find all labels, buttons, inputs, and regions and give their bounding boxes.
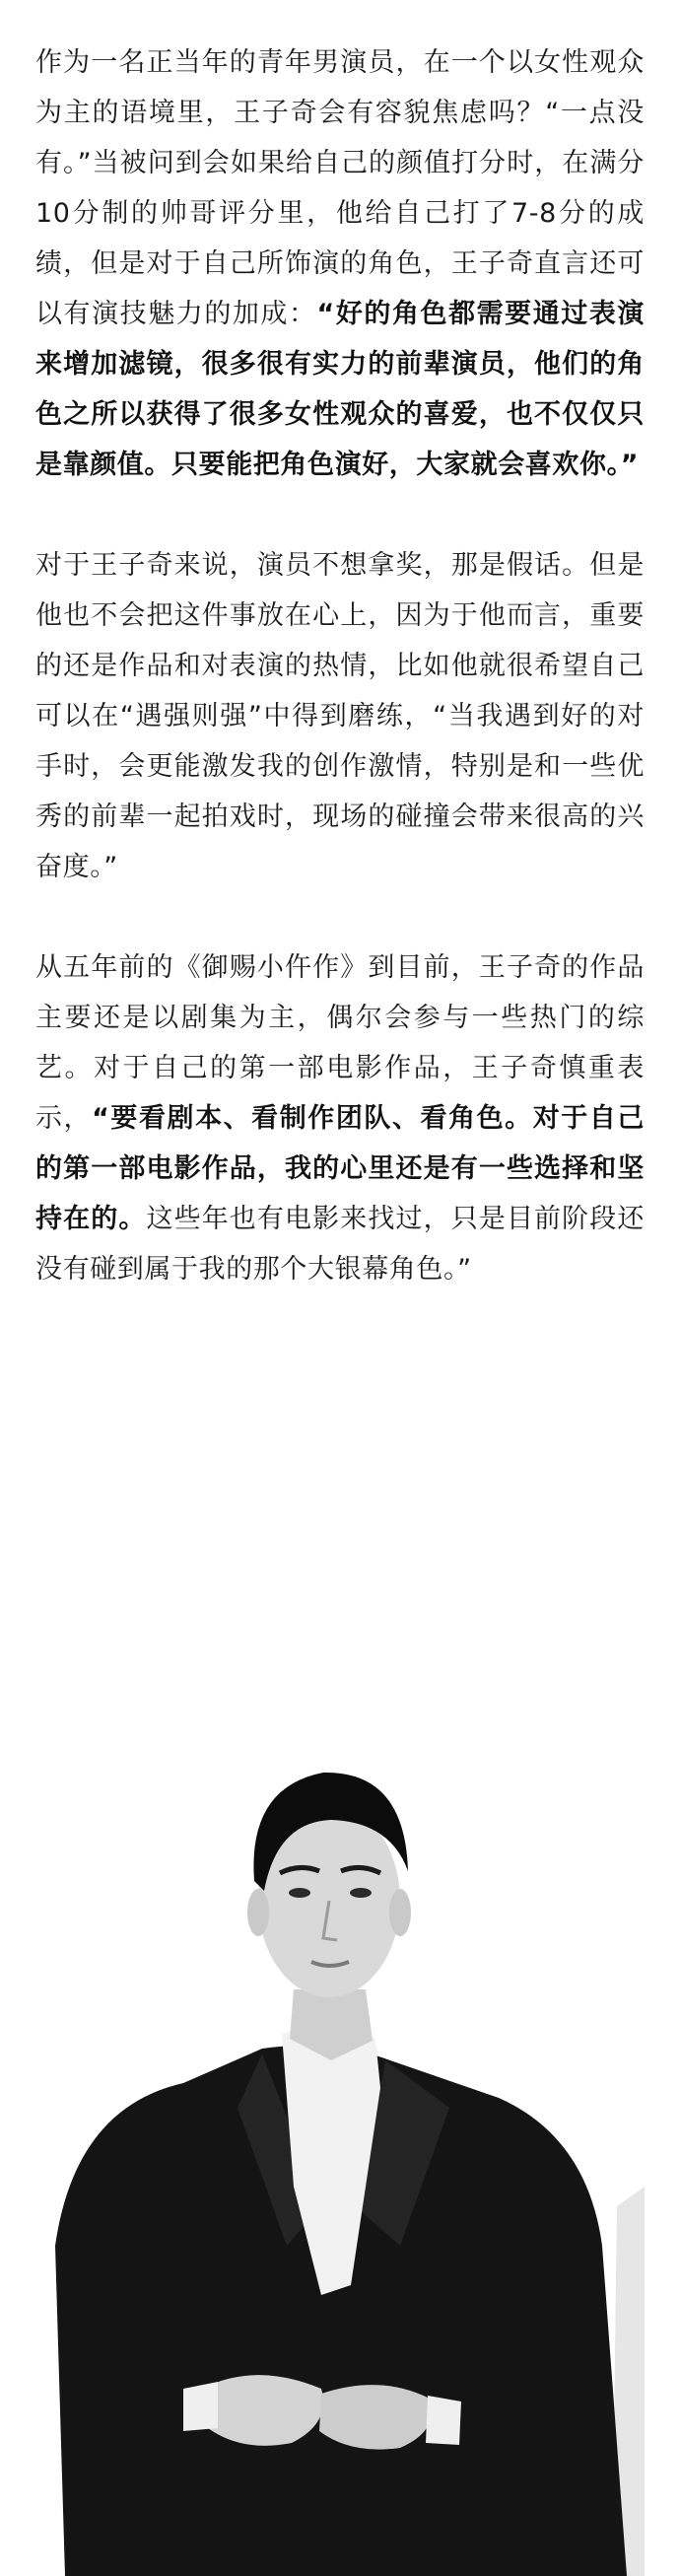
article-body <box>35 37 645 1294</box>
paragraph-3-text-a: 从五年前的《御赐小仵作》到目前，王子奇的作品主要还是以剧集为主，偶尔会参与一些热门的综艺。对于自己的第一部电影作品，王子奇慎重表示， <box>35 952 645 1134</box>
paragraph-1-quote: “好的角色都需要通过表演来增加滤镜，很多很有实力的前辈演员，他们的角色之所以获得了很多女性观众的喜爱，也不仅仅只是靠颜值。只要能把角色演好，大家就会喜欢你。” <box>35 299 645 480</box>
paragraph-1-text-a: 作为一名正当年的青年男演员，在一个以女性观众为主的语境里，王子奇会有容貌焦虑吗？“一点没有。”当被问到会如果给自己的颜值打分时，在满分10分制的帅哥评分里，他给自己打了7-8分的成绩，但是对于自己所饰演的角色，王子奇直言还可以有演技魅力的加成： <box>35 47 645 329</box>
right-hand <box>319 2385 432 2449</box>
paragraph-3 <box>35 942 645 1294</box>
left-eye <box>289 1888 310 1898</box>
paragraph-3-text-b: 这些年也有电影来找过，只是目前阶段还没有碰到属于我的那个大银幕角色。” <box>35 1204 645 1285</box>
shirt-cuff-right <box>426 2396 461 2445</box>
paragraph-2-text: 对于王子奇来说，演员不想拿奖，那是假话。但是他也不会把这件事放在心上，因为于他而言，重要的还是作品和对表演的热情，比如他就很希望自己可以在“遇强则强”中得到磨练，“当我遇到好的对手时，会更能激发我的创作激情，特别是和一些优秀的前辈一起拍戏时，现场的碰撞会带来很高的兴奋度。” <box>35 550 645 882</box>
portrait-photo <box>35 1694 645 2576</box>
right-eye <box>350 1888 372 1898</box>
right-ear <box>389 1889 411 1936</box>
paragraph-1 <box>35 37 645 490</box>
shirt-cuff-left <box>183 2382 218 2431</box>
paragraph-2 <box>35 540 645 892</box>
paragraph-3-quote: “要看剧本、看制作团队、看角色。对于自己的第一部电影作品，我的心里还是有一些选择和坚持在的。 <box>35 1103 645 1234</box>
left-ear <box>247 1889 269 1936</box>
portrait-illustration <box>35 1694 645 2576</box>
